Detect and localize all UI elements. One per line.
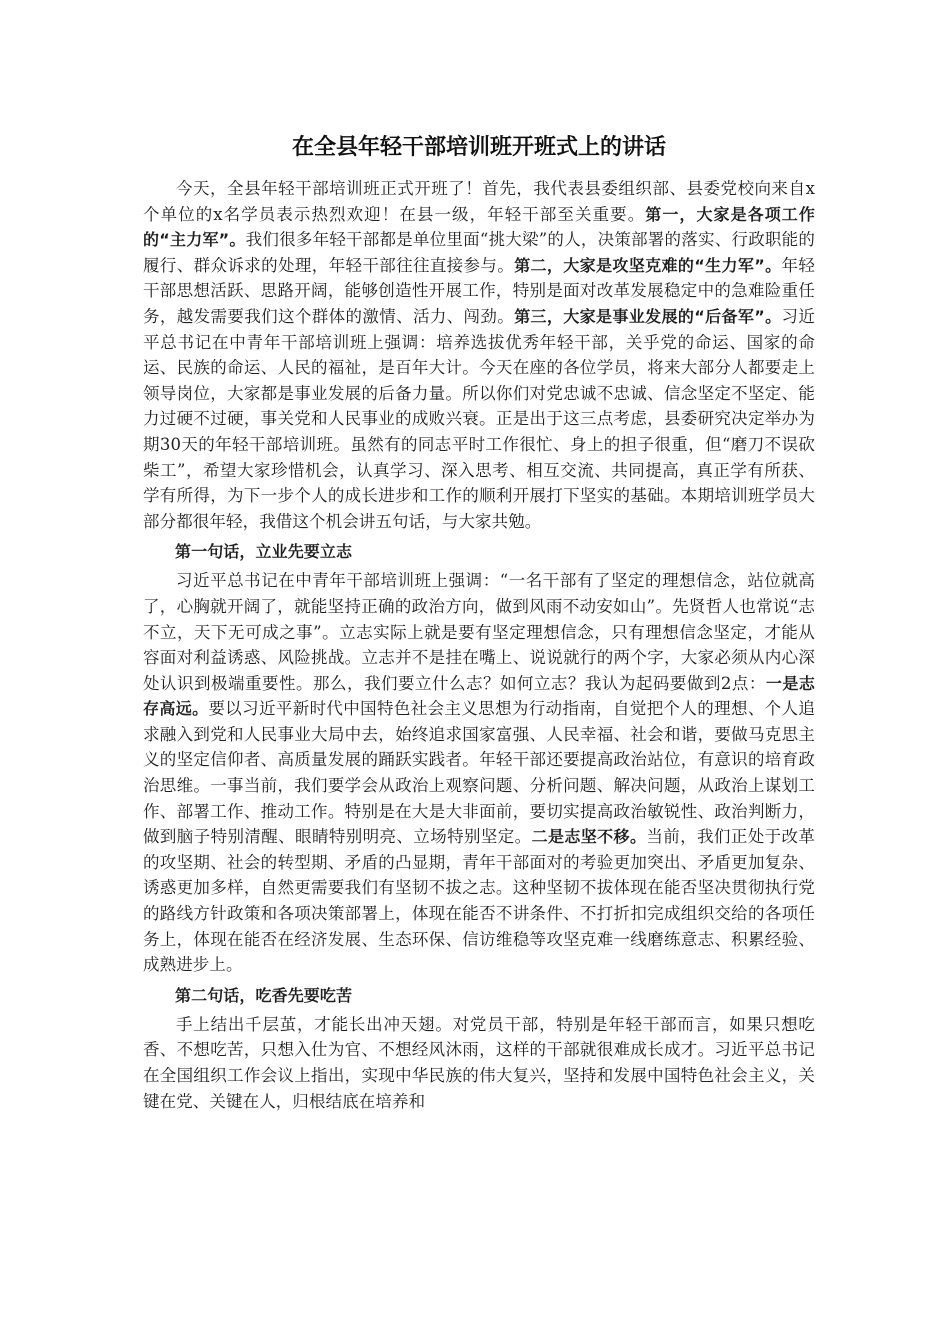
section-1-text-2: 要以习近平新时代中国特色社会主义思想为行动指南，自觉把个人的理想、个人追求融入到党和人民事业大局中去，始终追求国家富强、人民幸福、社会和谐，要做马克思主义的坚定信仰者、高质量发展的踊跃实践者。年轻干部还要提高政治站位，有意识的培育政治思维。一事当前，我们要学会从政治上观察问题、分析问题、解决问题，从政治上谋划工作、部署工作、推动工作。特别是在大是大非面前，要切实提高政治敏锐性、政治判断力，做到脑子特别清醒、眼睛特别明亮、立场特别坚定。 [143, 699, 815, 847]
section-2-heading: 第二句话，吃香先要吃苦 [175, 985, 353, 1005]
intro-text-2: 我们很多年轻干部都是单位里面“挑大梁”的人，决策部署的落实、行政职能的履行、群众诉求的处理，年轻干部往往直接参与。 [143, 230, 815, 275]
document-body [143, 128, 815, 1114]
section-2-paragraph [143, 1012, 815, 1114]
intro-paragraph [143, 176, 815, 534]
section-1-point-1: 一是志存高远。 [143, 673, 815, 719]
intro-text-1: 今天，全县年轻干部培训班正式开班了！首先，我代表县委组织部、县委党校向来自x个单位的x名学员表示热烈欢迎！在县一级，年轻干部至关重要。 [143, 179, 815, 224]
section-2-text-1: 手上结出千层茧，才能长出冲天翅。对党员干部，特别是年轻干部而言，如果只想吃香、不想吃苦，只想入仕为官、不想经风沐雨，这样的干部就很难成长成才。习近平总书记在全国组织工作会议上指出，实现中华民族的伟大复兴，坚持和发展中国特色社会主义，关键在党、关键在人，归根结底在培养和 [143, 1014, 815, 1111]
section-1-paragraph [143, 568, 815, 978]
section-1-point-2: 二是志坚不移。 [531, 827, 647, 847]
intro-point-1: 第一，大家是各项工作的“主力军”。 [143, 204, 815, 250]
intro-text-4: 习近平总书记在中青年干部培训班上强调：培养选拔优秀年轻干部，关乎党的命运、国家的命运、民族的命运、人民的福祉，是百年大计。今天在座的各位学员，将来大部分人都要走上领导岗位，大家都是事业发展的后备力量。所以你们对党忠诚不忠诚、信念坚定不坚定、能力过硬不过硬，事关党和人民事业的成败兴衰。正是出于这三点考虑，县委研究决定举办为期30天的年轻干部培训班。虽然有的同志平时工作很忙、身上的担子很重，但“磨刀不误砍柴工”，希望大家珍惜机会，认真学习、深入思考、相互交流、共同提高，真正学有所获、学有所得，为下一步个人的成长进步和工作的顺利开展打下坚实的基础。本期培训班学员大部分都很年轻，我借这个机会讲五句话，与大家共勉。 [143, 306, 816, 531]
section-1-heading: 第一句话，立业先要立志 [175, 542, 353, 562]
section-1-text-3: 当前，我们正处于改革的攻坚期、社会的转型期、矛盾的凸显期，青年干部面对的考验更加突出、矛盾更加复杂、诱惑更加多样，自然更需要我们有坚韧不拔之志。这种坚韧不拔体现在能否坚决贯彻执行党的路线方针政策和各项决策部署上，体现在能否不讲条件、不打折扣完成组织交给的各项任务上，体现在能否在经济发展、生态环保、信访维稳等攻坚克难一线磨练意志、积累经验、成熟进步上。 [143, 827, 815, 975]
intro-point-3: 第三，大家是事业发展的“后备军”。 [514, 306, 782, 326]
section-1-text-1: 习近平总书记在中青年干部培训班上强调：“一名干部有了坚定的理想信念，站位就高了，心胸就开阔了，就能坚持正确的政治方向，做到风雨不动安如山”。先贤哲人也常说“志不立，天下无可成之事”。立志实际上就是要有坚定理想信念，只有理想信念坚定，才能从容面对利益诱惑、风险挑战。立志并不是挂在嘴上、说说就行的两个字，大家必须从内心深处认识到极端重要性。那么，我们要立什么志？如何立志？我认为起码要做到2点： [143, 571, 815, 693]
intro-point-2: 第二，大家是攻坚克难的“生力军”。 [514, 255, 782, 275]
document-title: 在全县年轻干部培训班开班式上的讲话 [291, 135, 666, 160]
intro-text-3: 年轻干部思想活跃、思路开阔，能够创造性开展工作，特别是面对改革发展稳定中的急难险重任务，越发需要我们这个群体的激情、活力、闯劲。 [143, 255, 816, 326]
